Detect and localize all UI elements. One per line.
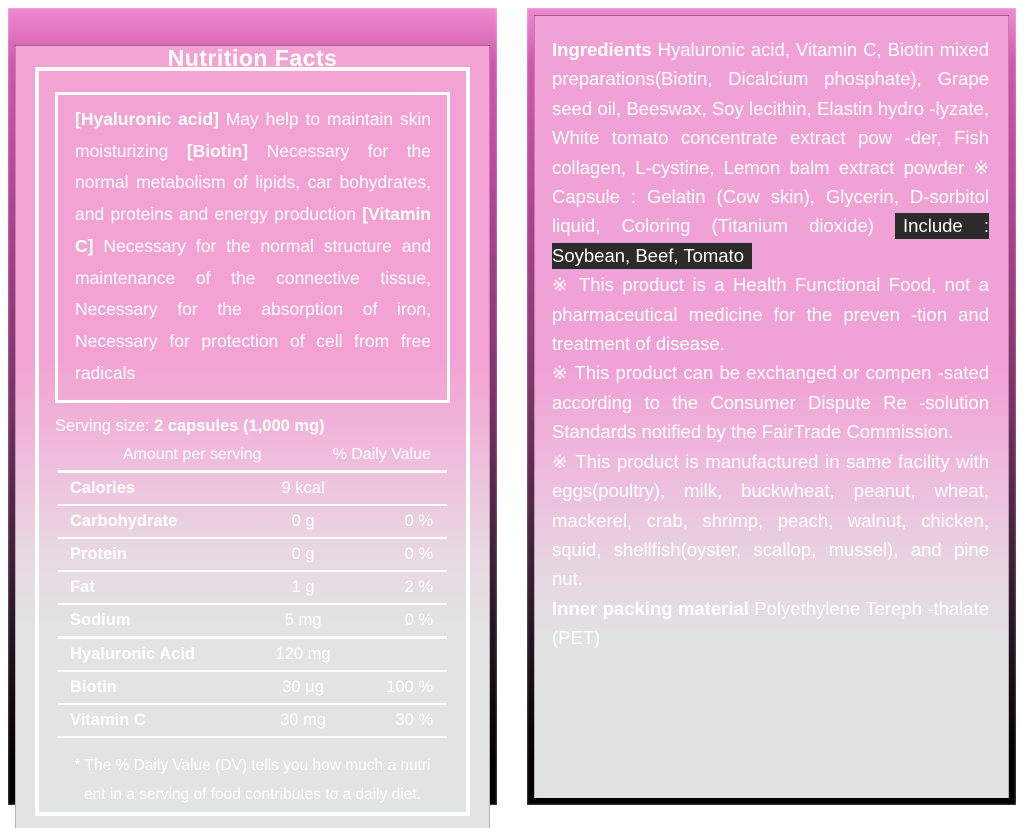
panel-title: Nutrition Facts [167,45,338,71]
inner-packing-paragraph [552,594,989,653]
ingredients-panel [527,8,1016,805]
biotin-text: Necessary for the normal metabolism of lipids, car bohydrates, and proteins and energy production [75,140,431,225]
nutrient-daily-value: 100 % [386,678,433,697]
serving-size-label: Serving size: [55,417,150,436]
inner-packing-label: Inner packing material [552,597,749,619]
nutrient-name: Fat [70,578,95,597]
nutrient-name: Carbohydrate [70,512,178,531]
functional-description [75,104,431,389]
nutrient-name: Sodium [70,611,131,630]
hyaluronic-acid-text: May help to maintain skin moisturizing [75,109,431,161]
biotin-label: [Biotin] [186,140,249,161]
nutrition-facts-surface [15,45,490,828]
table-row [58,605,447,639]
nutrient-name: Calories [70,479,136,498]
nutrient-amount: 30 μg [282,678,324,697]
serving-size-line [55,417,490,436]
nutrient-amount: 5 mg [284,611,322,630]
table-row [58,672,447,705]
nutrient-daily-value: 2 % [404,578,433,597]
nutrient-amount: 0 g [291,545,315,564]
header-amount-per-serving: Amount per serving [122,446,262,464]
footnote-line-2: ent in a serving of food contributes to a daily diet. [84,786,421,804]
ingredients-paragraph [552,35,989,270]
nutrient-daily-value: 0 % [404,545,433,564]
serving-size-value: 2 capsules (1,000 mg) [154,417,325,436]
nutrient-daily-value: 30 % [395,711,433,730]
table-row [58,473,447,506]
table-row [58,639,447,672]
nutrient-amount: 0 g [291,512,315,531]
hyaluronic-acid-label: [Hyaluronic acid] [75,109,219,129]
table-header-row [58,446,447,470]
notice-health-functional-food: ※ This product is a Health Functional Food, not a pharmaceutical medicine for the preven -tion and treatment of disease. [552,274,989,355]
daily-value-footnote [58,751,447,809]
vitamin-c-label: [Vitamin C] [75,204,431,256]
table-row [58,705,447,738]
vitamin-c-text: Necessary for the normal structure and maintenance of the connective tissue, Necessary for the absorption of iron, Necessary for protection of cell from free radicals [75,235,431,383]
allergen-include-highlight: Include : Soybean, Beef, Tomato [552,213,989,268]
header-daily-value: % Daily Value [332,446,431,464]
nutrition-table [58,446,447,738]
footnote-line-1: * The % Daily Value (DV) tells you how much a nutri [74,757,431,775]
table-row [58,539,447,572]
description-box [55,92,450,403]
nutrient-name: Vitamin C [70,711,146,730]
table-body [58,470,447,738]
notice-consumer-dispute: ※ This product can be exchanged or compen -sated according to the Consumer Dispute Re -solution Standards notified by the FairTrade Commission. [552,362,989,443]
nutrient-amount: 9 kcal [281,479,325,498]
nutrition-facts-panel [8,8,497,805]
ingredients-list-text: Hyaluronic acid, Vitamin C, Biotin mixed preparations(Biotin, Dicalcium phosphate), Grape seed oil, Beeswax, Soy lecithin, Elastin hydro -lyzate, White tomato concentrate extract pow -der, Fish collagen, L-cystine, Lemon balm extract powder ※ Capsule : Gelatin (Cow skin), Glycerin, D-sorbitol liquid, Coloring (Titanium dioxide) [552,39,989,237]
table-row [58,506,447,539]
nutrient-name: Protein [70,545,127,564]
nutrient-amount: 30 mg [280,711,326,730]
ingredients-label: Ingredients [552,39,652,60]
nutrient-daily-value: 0 % [404,512,433,531]
nutrient-name: Hyaluronic Acid [70,645,195,664]
ingredients-surface [534,15,1009,798]
nutrient-amount: 120 mg [275,645,331,664]
nutrient-daily-value: 0 % [404,611,433,630]
nutrient-name: Biotin [70,678,117,697]
inner-packing-text: Polyethylene Tereph -thalate (PET) [552,597,989,649]
notice-facility-allergens: ※ This product is manufactured in same facility with eggs(poultry), milk, buckwheat, peanut, wheat, mackerel, crab, shrimp, peach, walnut, chicken, squid, shellfish(oyster, scallop, mussel), and pine nut. [552,450,989,590]
nutrient-amount: 1 g [291,578,315,597]
table-row [58,572,447,605]
